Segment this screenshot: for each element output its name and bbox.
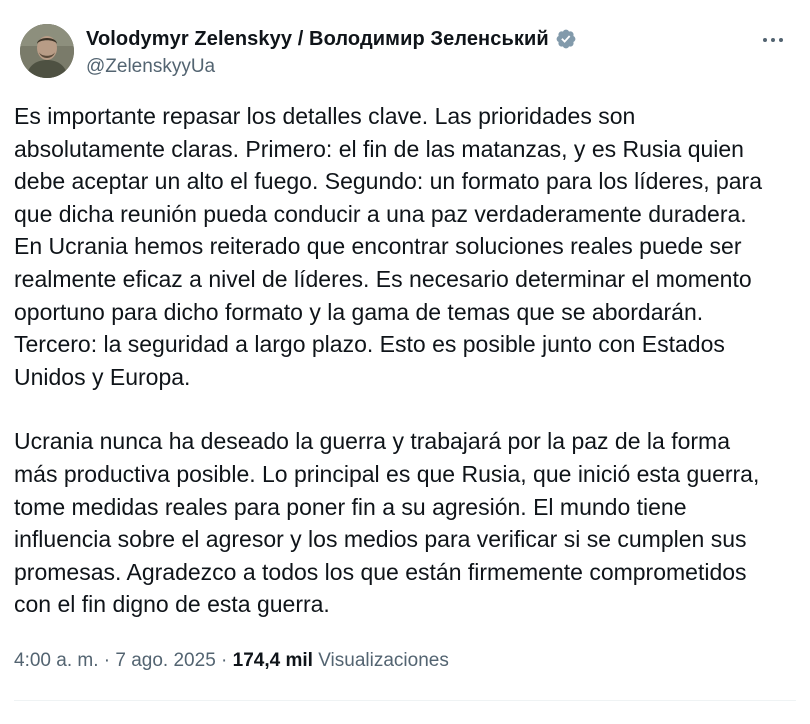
- tweet-text: [14, 100, 804, 621]
- dot: [779, 38, 783, 42]
- tweet-date[interactable]: 7 ago. 2025: [115, 650, 216, 671]
- meta-separator: ·: [215, 650, 233, 671]
- tweet-time[interactable]: 4:00 a. m.: [14, 650, 99, 671]
- tweet-header: [20, 24, 790, 80]
- tweet-paragraph-2: Ucrania nunca ha deseado la guerra y trabajará por la paz de la forma más productiva posible. Lo principal es que Rusia, que inició esta guerra, tome medidas reales para poner fin a su agresión. El mundo tiene influencia sobre el agresor y los medios para verificar si se cumplen sus promesas. Agradezco a todos los que están firmemente comprometidos con el fin digno de esta guerra.: [14, 428, 760, 618]
- author-handle[interactable]: @ZelenskyyUa: [86, 56, 216, 77]
- dot: [763, 38, 767, 42]
- display-name-row: [86, 26, 577, 52]
- dot: [771, 38, 775, 42]
- avatar-photo: [20, 24, 74, 78]
- display-name[interactable]: Volodymyr Zelenskyy / Володимир Зеленський: [86, 27, 549, 50]
- more-options-icon[interactable]: [756, 30, 790, 50]
- divider: [14, 700, 796, 701]
- views-label: Visualizaciones: [318, 650, 449, 671]
- verified-badge-icon[interactable]: [555, 28, 577, 50]
- avatar[interactable]: [20, 24, 74, 78]
- meta-separator: ·: [98, 650, 116, 671]
- tweet-meta: [14, 650, 449, 672]
- author-info: [86, 26, 577, 78]
- tweet-paragraph-1: Es importante repasar los detalles clave. Las prioridades son absolutamente claras. Primero: el fin de las matanzas, y es Rusia quien debe aceptar un alto el fuego. Segundo: un formato para los líderes, para que dicha reunión pueda conducir a una paz verdaderamente duradera. En Ucrania hemos reiterado que encontrar soluciones reales puede ser realmente eficaz a nivel de líderes. Es necesario determinar el momento oportuno para dicho formato y la gama de temas que se abordarán. Tercero: la seguridad a largo plazo. Esto es posible junto con Estados Unidos y Europa.: [14, 103, 763, 390]
- views-count: 174,4 mil: [232, 650, 313, 671]
